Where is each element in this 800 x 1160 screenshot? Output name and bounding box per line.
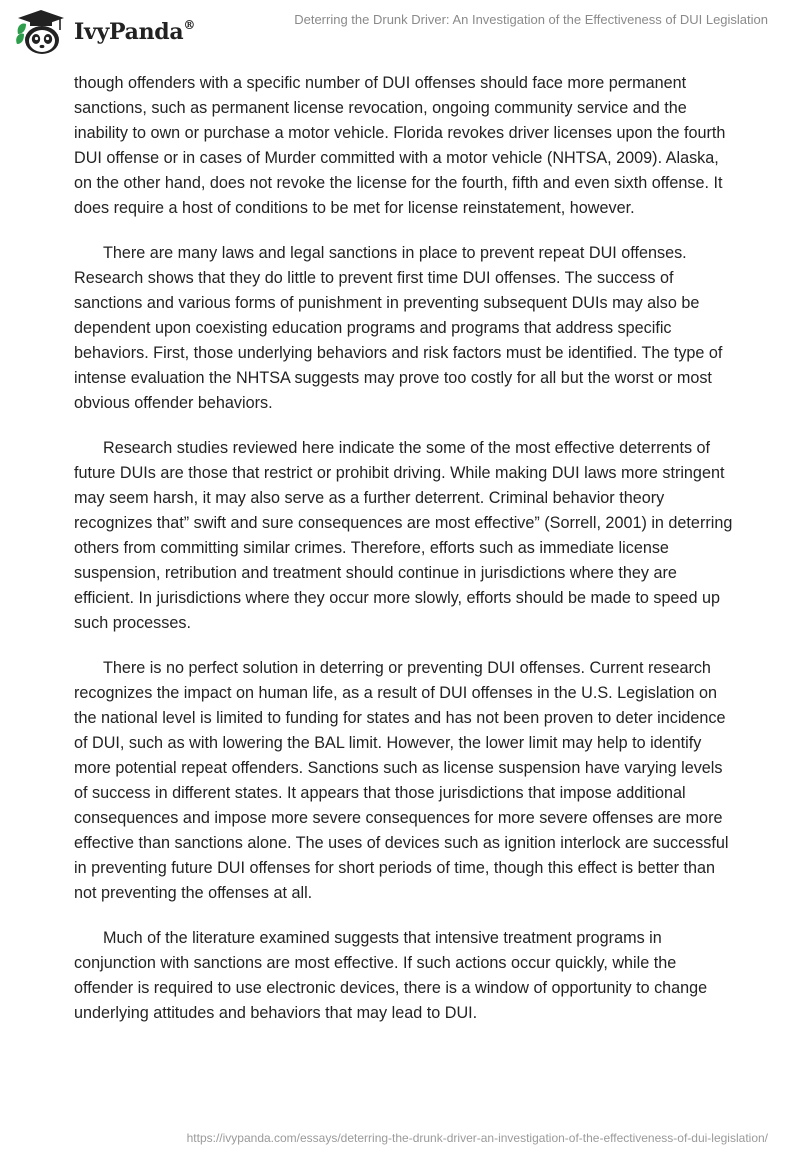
- paragraph-5: Much of the literature examined suggests that intensive treatment programs in conjunction with sanctions are most effective. If such actions occur quickly, while the offender is required to use electronic devices, there is a window of opportunity to change underlying attitudes and behaviors that may lead to DUI.: [74, 929, 708, 1022]
- ivypanda-logo[interactable]: [14, 8, 195, 56]
- paragraph-4: There is no perfect solution in deterring or preventing DUI offenses. Current research recognizes the impact on human life, as a result of DUI offenses in the U.S. Legislation on the national level is limited to funding for states and has not been proven to deter incidence of DUI, such as with lowering the BAL limit. However, the lower limit may help to identify more potential repeat offenders. Sanctions such as license suspension have varying levels of success in different states. It appears that those jurisdictions that impose additional consequences and impose more severe consequences for more severe offenses are more effective than sanctions alone. The uses of devices such as ignition interlock are successful in preventing future DUI offenses for short periods of time, though this effect is better than not preventing the offenses at all.: [74, 659, 729, 902]
- paragraph-2: There are many laws and legal sanctions in place to prevent repeat DUI offenses. Research shows that they do little to prevent first time DUI offenses. The success of sanctions and various forms of punishment in preventing subsequent DUIs may also be dependent upon coexisting education programs and programs that address specific behaviors. First, those underlying behaviors and risk factors must be identified. The type of intense evaluation the NHTSA suggests may prove too costly for all but the worst or most obvious offender behaviors.: [74, 244, 723, 412]
- page-header: [0, 0, 800, 64]
- document-title: Deterring the Drunk Driver: An Investigation of the Effectiveness of DUI Legislation: [294, 12, 768, 27]
- brand-name: IvyPanda®: [74, 17, 196, 45]
- paragraph-3: Research studies reviewed here indicate the some of the most effective deterrents of future DUIs are those that restrict or prohibit driving. While making DUI laws more stringent may seem harsh, it may also serve as a further deterrent. Criminal behavior theory recognizes that” swift and sure consequences are most effective” (Sorrell, 2001) in deterring others from committing similar crimes. Therefore, efforts such as immediate license suspension, retribution and treatment should continue in jurisdictions where they are efficient. In jurisdictions where they occur more slowly, efforts should be made to speed up such processes.: [74, 439, 733, 632]
- paragraph-1: though offenders with a specific number of DUI offenses should face more permanent sanctions, such as permanent license revocation, ongoing community service and the inability to own or purchase a motor vehicle. Florida revokes driver licenses upon the fourth DUI offense or in cases of Murder committed with a motor vehicle (NHTSA, 2009). Alaska, on the other hand, does not revoke the license for the fourth, fifth and even sixth offense. It does require a host of conditions to be met for license reinstatement, however.: [74, 74, 726, 217]
- essay-body: [74, 71, 734, 1046]
- source-url[interactable]: https://ivypanda.com/essays/deterring-the-drunk-driver-an-investigation-of-the-effectiveness-of-dui-legislation/: [186, 1131, 768, 1145]
- panda-graduate-icon: [14, 8, 68, 56]
